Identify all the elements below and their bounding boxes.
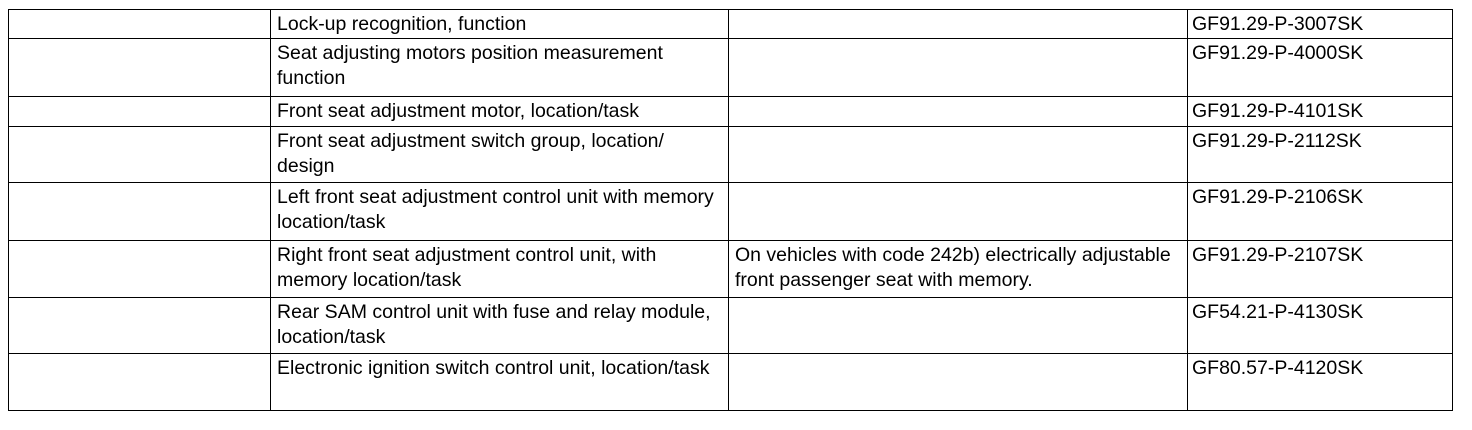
group-cell (9, 97, 271, 127)
note-cell (729, 127, 1188, 183)
table-row (9, 183, 1453, 241)
note-cell (729, 183, 1188, 241)
table-row (9, 241, 1453, 298)
title-cell: Front seat adjustment switch group, location/ design (271, 127, 729, 183)
table-row (9, 354, 1453, 411)
group-cell (9, 127, 271, 183)
title-cell: Seat adjusting motors position measurement function (271, 39, 729, 97)
note-cell (729, 10, 1188, 39)
group-cell (9, 354, 271, 411)
document-reference-cell: GF91.29-P-3007SK (1188, 10, 1453, 39)
table-row (9, 97, 1453, 127)
group-cell (9, 183, 271, 241)
title-cell: Electronic ignition switch control unit, location/task (271, 354, 729, 411)
group-cell (9, 39, 271, 97)
document-reference-cell: GF54.21-P-4130SK (1188, 298, 1453, 354)
table-row (9, 39, 1453, 97)
group-cell (9, 298, 271, 354)
note-cell (729, 97, 1188, 127)
title-cell: Right front seat adjustment control unit, with memory location/task (271, 241, 729, 298)
group-cell (9, 10, 271, 39)
note-cell: On vehicles with code 242b) electrically adjustable front passenger seat with memory. (729, 241, 1188, 298)
document-reference-cell: GF91.29-P-4101SK (1188, 97, 1453, 127)
table-row (9, 127, 1453, 183)
document-reference-cell: GF91.29-P-4000SK (1188, 39, 1453, 97)
title-cell: Lock-up recognition, function (271, 10, 729, 39)
group-cell (9, 241, 271, 298)
title-cell: Left front seat adjustment control unit with memory location/task (271, 183, 729, 241)
document-reference-cell: GF91.29-P-2112SK (1188, 127, 1453, 183)
note-cell (729, 354, 1188, 411)
document-reference-cell: GF80.57-P-4120SK (1188, 354, 1453, 411)
title-cell: Rear SAM control unit with fuse and relay module, location/task (271, 298, 729, 354)
document-reference-cell: GF91.29-P-2107SK (1188, 241, 1453, 298)
note-cell (729, 298, 1188, 354)
title-cell: Front seat adjustment motor, location/task (271, 97, 729, 127)
table-row (9, 298, 1453, 354)
table-row (9, 10, 1453, 39)
document-reference-cell: GF91.29-P-2106SK (1188, 183, 1453, 241)
reference-table (8, 9, 1453, 411)
note-cell (729, 39, 1188, 97)
